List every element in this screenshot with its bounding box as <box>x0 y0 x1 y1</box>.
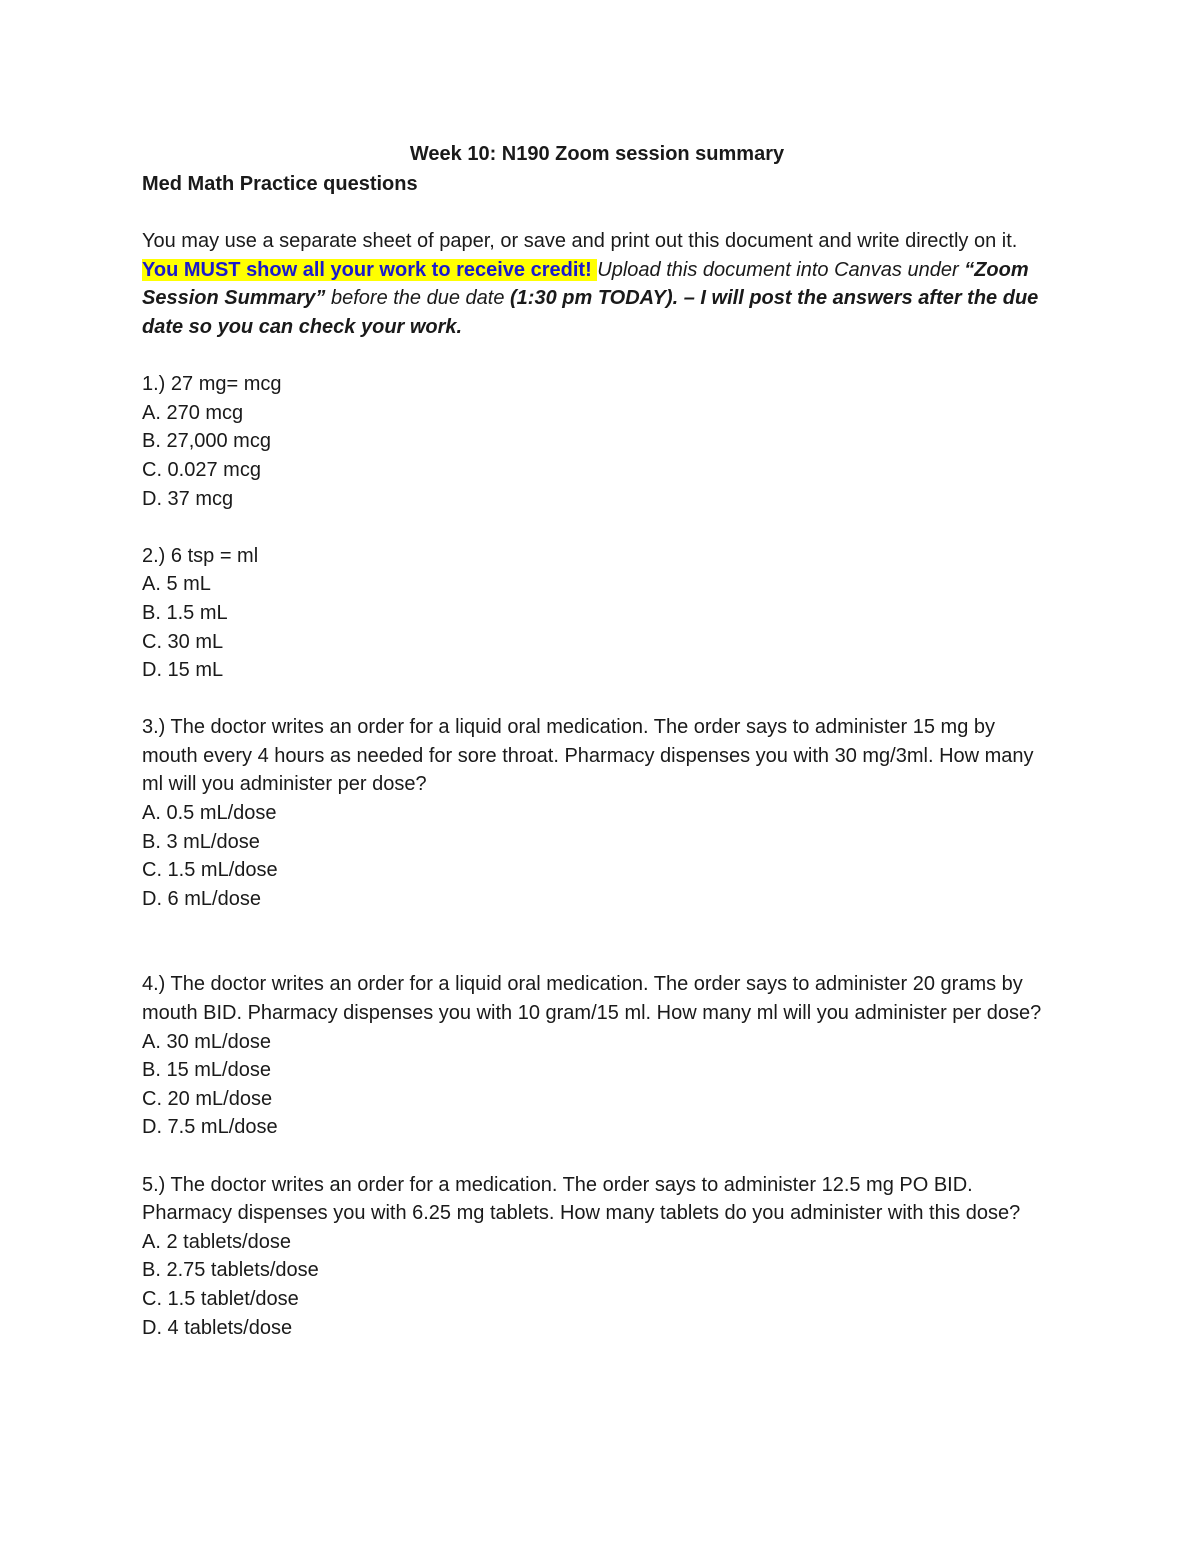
question-1-option-c: C. 0.027 mcg <box>142 458 261 481</box>
spacer <box>142 199 1052 228</box>
question-3: 3.) The doctor writes an order for a liquid oral medication. The order says to administer 15 mg by mouth every 4 hours as needed for sore throat. Pharmacy dispenses you with 30 mg/3ml. How many ml will you administer per dose? <box>142 716 1034 796</box>
document-content <box>142 138 1052 1342</box>
question-5: 5.) The doctor writes an order for a medication. The order says to administer 12.5 mg PO BID. Pharmacy dispenses you with 6.25 mg tablets. How many tablets do you administer with this dose? <box>142 1173 1021 1225</box>
instructions-bold-italic-2: (1:30 pm TODAY). – I will post the answers after the due date so you can check your work. <box>142 287 1039 338</box>
question-1-option-a: A. 270 mcg <box>142 401 244 424</box>
question-3-option-c: C. 1.5 mL/dose <box>142 859 278 882</box>
question-3-option-a: A. 0.5 mL/dose <box>142 802 277 825</box>
question-4-option-a: A. 30 mL/dose <box>142 1030 271 1053</box>
spacer <box>142 513 1052 542</box>
question-4-option-b: B. 15 mL/dose <box>142 1059 271 1082</box>
question-2-option-d: D. 15 mL <box>142 659 224 682</box>
spacer <box>142 342 1052 371</box>
instructions-text-1: You may use a separate sheet of paper, or save and print out this document and write directly on it. <box>142 230 1018 253</box>
question-1-option-d: D. 37 mcg <box>142 487 234 510</box>
page-title: Week 10: N190 Zoom session summary <box>409 143 785 165</box>
question-2-option-c: C. 30 mL <box>142 630 224 653</box>
instructions-text-3: before the due date <box>325 287 511 310</box>
question-3-option-b: B. 3 mL/dose <box>142 830 260 853</box>
spacer <box>142 913 1052 970</box>
question-5-option-c: C. 1.5 tablet/dose <box>142 1287 299 1310</box>
spacer <box>142 685 1052 714</box>
question-5-option-b: B. 2.75 tablets/dose <box>142 1259 319 1282</box>
question-2-option-b: B. 1.5 mL <box>142 601 228 624</box>
question-4: 4.) The doctor writes an order for a liquid oral medication. The order says to administer 20 grams by mouth BID. Pharmacy dispenses you with 10 gram/15 ml. How many ml will you administer per dose? <box>142 973 1042 1025</box>
question-5-option-d: D. 4 tablets/dose <box>142 1316 293 1339</box>
question-4-option-d: D. 7.5 mL/dose <box>142 1116 278 1139</box>
instructions-highlight: You MUST show all your work to receive credit! <box>142 258 598 281</box>
page-subtitle: Med Math Practice questions <box>142 173 418 195</box>
instructions-text-2: Upload this document into Canvas under <box>597 258 965 281</box>
question-5-option-a: A. 2 tablets/dose <box>142 1230 291 1253</box>
instructions-bold-italic-1: “Zoom Session Summary” <box>142 258 1029 310</box>
question-3-option-d: D. 6 mL/dose <box>142 887 261 910</box>
question-1-option-b: B. 27,000 mcg <box>142 430 271 453</box>
spacer <box>142 1142 1052 1171</box>
question-4-option-c: C. 20 mL/dose <box>142 1087 273 1110</box>
question-1: 1.) 27 mg= mcg <box>142 373 282 396</box>
instructions-paragraph <box>142 227 1052 341</box>
question-2: 2.) 6 tsp = ml <box>142 544 259 567</box>
question-2-option-a: A. 5 mL <box>142 573 211 596</box>
